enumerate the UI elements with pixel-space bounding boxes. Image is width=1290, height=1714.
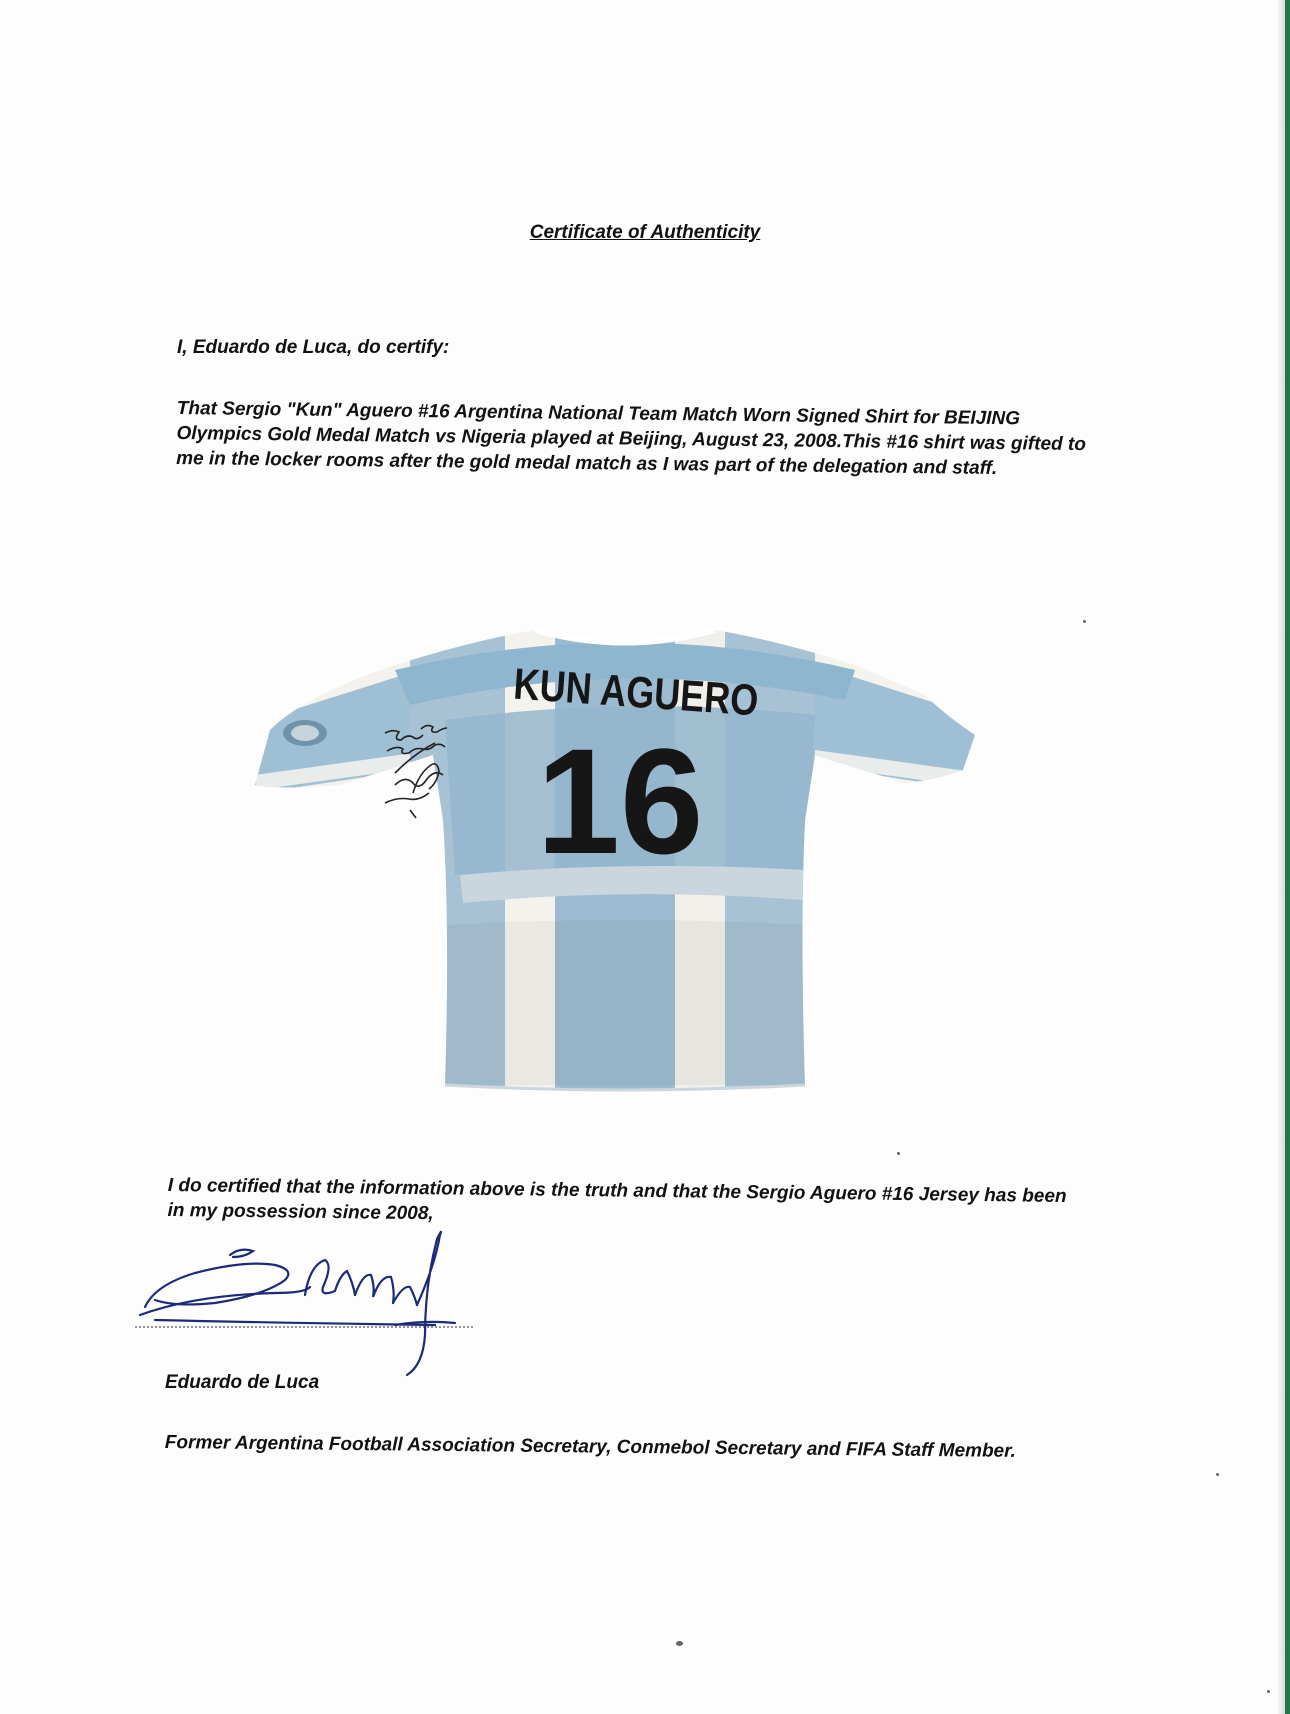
signer-role: Former Argentina Football Association Secretary, Conmebol Secretary and FIFA Staff Member. xyxy=(164,1431,1016,1462)
scan-speck xyxy=(897,1152,900,1155)
possession-statement: I do certified that the information above is the truth and that the Sergio Aguero #16 Jersey has been in my possession since 2008, xyxy=(167,1174,1067,1225)
scan-speck xyxy=(1216,1473,1219,1476)
signature-icon xyxy=(135,1225,495,1390)
page-edge-shadow xyxy=(1277,0,1285,1714)
certificate-title: Certificate of Authenticity xyxy=(529,222,761,243)
scan-speck xyxy=(676,1641,683,1646)
jersey-name-print: KUN AGUERO xyxy=(512,659,814,730)
certification-statement: That Sergio "Kun" Aguero #16 Argentina National Team Match Worn Signed Shirt for BEIJING Olympics Gold Medal Match vs Nigeria played at Beijing, August 23, 2008.This #16 shirt was gifted to me in the locker rooms after the gold medal match as I was part of the delegation and staff. xyxy=(176,397,1087,480)
page-edge-stripe xyxy=(1285,0,1290,1714)
certification-intro: I, Eduardo de Luca, do certify: xyxy=(177,337,450,358)
signed-jersey-photo xyxy=(245,625,1005,1095)
scan-speck xyxy=(1083,620,1086,623)
scan-speck xyxy=(1267,1690,1270,1693)
jersey-number-print: 16 xyxy=(536,717,704,885)
signer-name: Eduardo de Luca xyxy=(165,1372,320,1393)
